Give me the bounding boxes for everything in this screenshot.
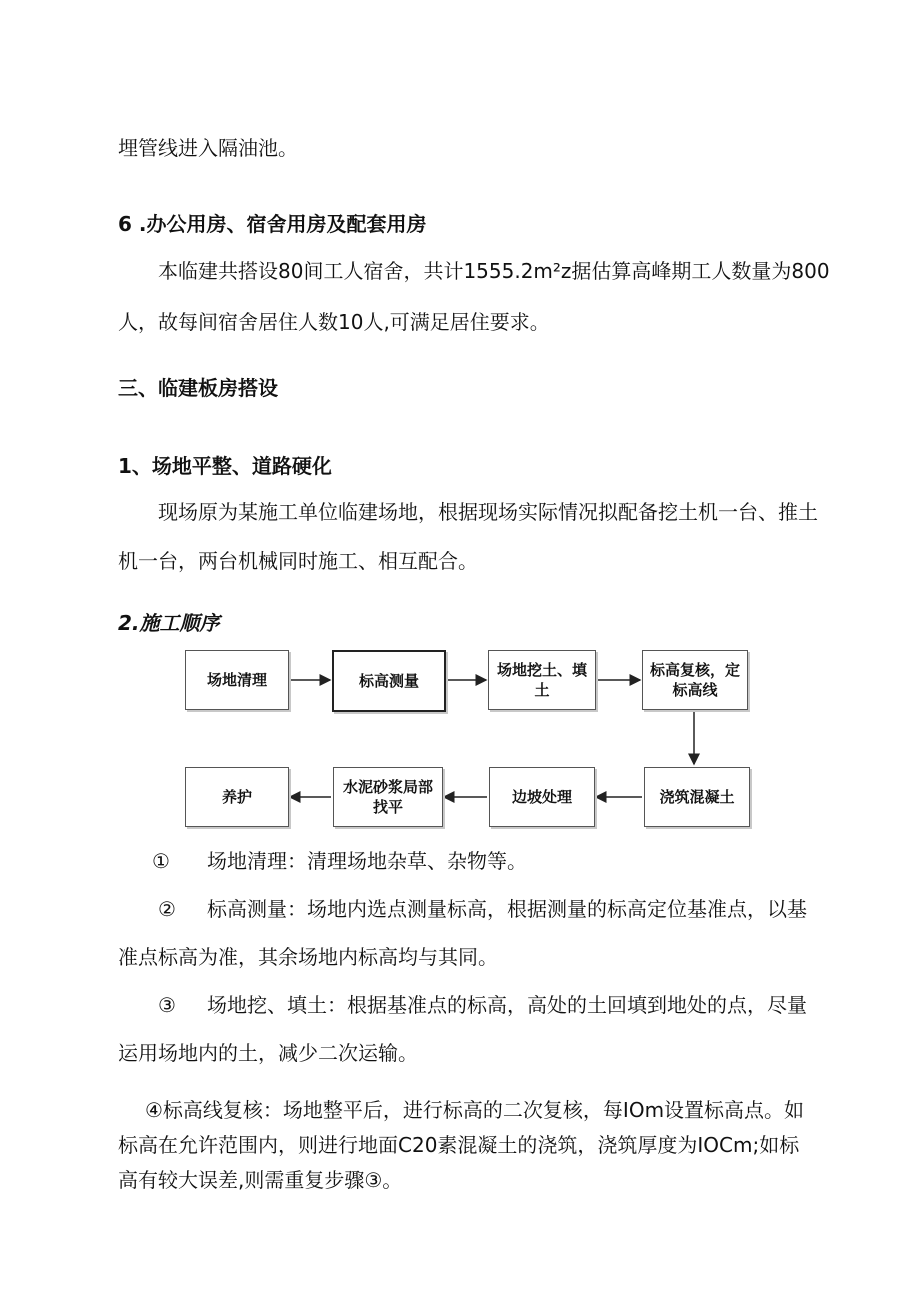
step-text: 标高测量：场地内选点测量标高，根据测量的标高定位基准点，以基 xyxy=(207,897,807,921)
flow-step-elevation-survey xyxy=(332,650,446,712)
step-text: 准点标高为准，其余场地内标高均与其同。 xyxy=(118,945,498,969)
flow-step-label: 场地挖土、填土 xyxy=(496,661,587,699)
step-text: 标高在允许范围内，则进行地面C20素混凝土的浇筑，浇筑厚度为IOCm;如标 xyxy=(118,1133,800,1157)
subsection-heading-1: 1、场地平整、道路硬化 xyxy=(118,454,332,478)
section-heading-6: 6 .办公用房、宿舍用房及配套用房 xyxy=(118,212,427,236)
flow-step-elevation-recheck xyxy=(642,650,748,710)
flow-step-label: 边坡处理 xyxy=(511,788,572,806)
paragraph-text: 埋管线进入隔油池。 xyxy=(118,136,298,160)
step-number: ② xyxy=(158,897,176,921)
flow-step-concrete-pouring xyxy=(644,767,750,827)
step-text: 场地清理：清理场地杂草、杂物等。 xyxy=(207,849,527,873)
paragraph-text: 人，故每间宿舍居住人数10人,可满足居住要求。 xyxy=(118,310,550,334)
flow-step-label: 水泥砂浆局部找平 xyxy=(342,778,433,816)
flow-step-label: 养护 xyxy=(221,788,252,806)
step-text: ④标高线复核：场地整平后，进行标高的二次复核，每IOm设置标高点。如 xyxy=(145,1098,805,1122)
paragraph-text: 机一台，两台机械同时施工、相互配合。 xyxy=(118,549,478,573)
paragraph-text: 本临建共搭设80间工人宿舍，共计1555.2m²z据估算高峰期工人数量为800 xyxy=(158,259,830,283)
flow-step-label: 标高测量 xyxy=(358,672,419,690)
paragraph-text: 现场原为某施工单位临建场地，根据现场实际情况拟配备挖土机一台、推土 xyxy=(158,500,818,524)
flow-step-curing xyxy=(185,767,289,827)
step-text: 场地挖、填土：根据基准点的标高，高处的土回填到地处的点，尽量 xyxy=(207,993,807,1017)
step-text: 高有较大误差,则需重复步骤③。 xyxy=(118,1168,403,1192)
flow-step-slope-treatment xyxy=(489,767,595,827)
flow-step-label: 浇筑混凝土 xyxy=(659,788,735,806)
flow-step-label: 场地清理 xyxy=(206,671,267,689)
subsection-heading-2: 2.施工顺序 xyxy=(118,611,220,635)
step-number: ③ xyxy=(158,993,176,1017)
step-text: 运用场地内的土，减少二次运输。 xyxy=(118,1041,418,1065)
step-number: ① xyxy=(152,849,170,873)
flow-step-label: 标高复核，定标高线 xyxy=(649,661,740,699)
flow-step-site-clearing xyxy=(185,650,289,710)
section-heading-3: 三、临建板房搭设 xyxy=(118,376,278,400)
flow-step-mortar-leveling xyxy=(333,767,443,827)
flow-step-excavate-fill xyxy=(488,650,596,710)
